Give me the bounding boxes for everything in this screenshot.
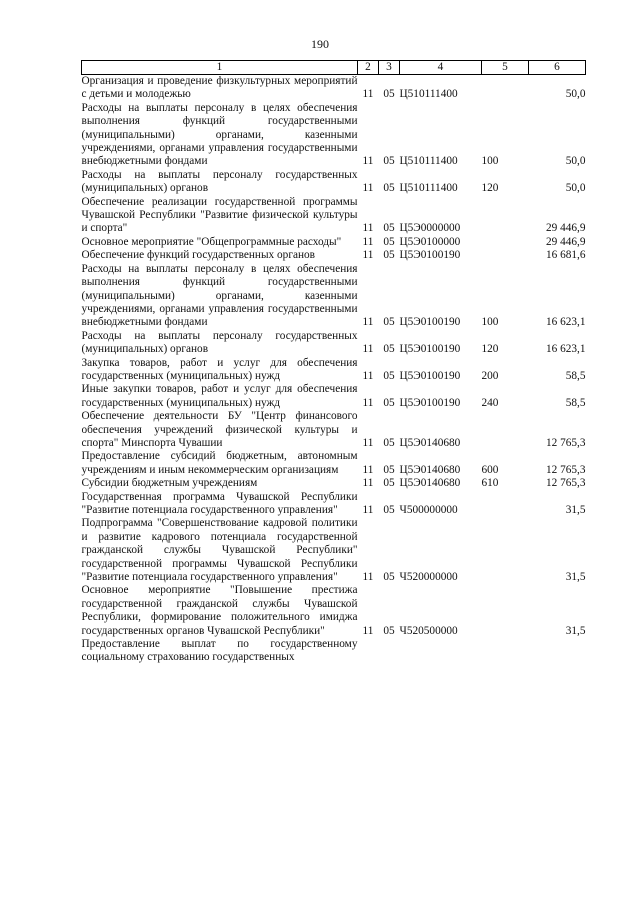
expense-type-cell: 120 (481, 343, 499, 356)
target-article-cell: Ц510111400 (399, 182, 458, 195)
section-cell: 11 (362, 182, 374, 195)
amount-cell: 29 446,9 (545, 222, 586, 235)
subsection-cell: 05 (383, 477, 395, 490)
table-row (82, 75, 586, 102)
table-row (82, 383, 586, 410)
amount-cell: 50,0 (565, 155, 586, 168)
description-cell: Обеспечение реализации государственной программы Чувашской Республики "Развитие физической культуры и спорта" (81, 195, 358, 235)
target-article-cell: Ц5Э0140680 (399, 477, 461, 490)
subsection-cell: 05 (383, 624, 395, 637)
expense-type-cell (482, 75, 529, 102)
section-cell: 11 (362, 504, 374, 516)
expense-type-cell (482, 584, 529, 638)
description-cell: Расходы на выплаты персоналу государственных (муниципальных) органов (81, 329, 358, 356)
section-cell: 11 (362, 436, 374, 449)
table-row (82, 263, 586, 330)
expense-type-cell: 100 (481, 316, 499, 329)
amount-cell: 50,0 (565, 182, 586, 195)
section-cell: 11 (362, 624, 374, 637)
table-row (82, 196, 586, 236)
table-row (82, 357, 586, 384)
subsection-cell: 05 (383, 436, 395, 449)
target-article-cell: Ц510111400 (399, 88, 458, 101)
target-article-cell: Ц5Э0100190 (399, 396, 461, 409)
description-cell: Подпрограмма "Совершенствование кадровой политики и развитие кадрового потенциала государственной гражданской службы Чувашской Республики" государственной программы Чувашской Республики "Развитие потенциала государственного управления" (81, 517, 358, 584)
subsection-cell: 05 (383, 504, 395, 516)
amount-cell: 12 765,3 (545, 436, 586, 449)
section-cell: 11 (362, 155, 374, 168)
description-cell: Субсидии бюджетным учреждениям (81, 477, 258, 490)
column-header-4: 4 (400, 61, 482, 75)
amount-cell: 31,5 (565, 571, 586, 584)
expense-type-cell: 100 (481, 155, 499, 168)
table-row (82, 638, 586, 665)
page-number: 190 (311, 37, 329, 51)
expense-type-cell (482, 517, 529, 584)
table-header-row (82, 61, 586, 75)
description-cell: Расходы на выплаты персоналу государственных (муниципальных) органов (81, 168, 358, 195)
table-row (82, 102, 586, 169)
description-cell: Основное мероприятие "Общепрограммные расходы" (81, 235, 342, 248)
target-article-cell: Ц5Э0000000 (399, 222, 461, 235)
amount-cell: 58,5 (565, 396, 586, 409)
target-article-cell: Ц5Э0100190 (399, 316, 461, 329)
description-cell: Государственная программа Чувашской Республики "Развитие потенциала государственного управления" (81, 490, 358, 516)
subsection-cell: 05 (383, 222, 395, 235)
amount-cell: 50,0 (565, 88, 586, 101)
subsection-cell: 05 (383, 571, 395, 584)
amount-cell: 16 623,1 (545, 316, 586, 329)
amount-cell: 31,5 (565, 504, 586, 516)
description-cell: Расходы на выплаты персоналу в целях обеспечения выполнения функций государственными (муниципальными) органами, казенными учреждениями, органами управления государственными внебюджетными фондами (81, 101, 358, 168)
section-cell: 11 (362, 369, 374, 382)
target-article-cell: Ц5Э0140680 (399, 463, 461, 476)
table-row (82, 584, 586, 638)
expense-type-cell: 610 (481, 477, 499, 490)
table-row (82, 249, 586, 262)
section-cell: 11 (362, 88, 374, 101)
table-row (82, 491, 586, 518)
table-row (82, 477, 586, 490)
expense-type-cell (482, 638, 529, 665)
target-article-cell: Ц5Э0100190 (399, 249, 461, 262)
subsection-cell: 05 (383, 249, 395, 262)
section-cell: 11 (362, 235, 374, 248)
amount-cell: 16 681,6 (545, 249, 586, 262)
amount-cell: 29 446,9 (545, 235, 586, 248)
description-cell: Предоставление выплат по государственному социальному страхованию государственных (81, 638, 358, 664)
budget-table (81, 60, 586, 665)
table-row (82, 517, 586, 584)
section-cell: 11 (362, 343, 374, 356)
target-article-cell (400, 638, 482, 665)
expense-type-cell (482, 249, 529, 262)
amount-cell: 58,5 (565, 369, 586, 382)
table-row (82, 450, 586, 477)
description-cell: Обеспечение деятельности БУ "Центр финансового обеспечения учреждений физической культуры и спорта" Минспорта Чувашии (81, 410, 358, 449)
amount-cell: 16 623,1 (545, 343, 586, 356)
description-cell: Расходы на выплаты персоналу в целях обеспечения выполнения функций государственными (муниципальными) органами, казенными учреждениями, органами управления государственными внебюджетными фондами (81, 262, 358, 329)
subsection-cell: 05 (383, 316, 395, 329)
amount-cell: 12 765,3 (545, 477, 586, 490)
column-header-2: 2 (358, 61, 379, 75)
table-row (82, 410, 586, 450)
description-cell: Обеспечение функций государственных органов (81, 249, 316, 262)
amount-cell (529, 638, 586, 665)
section-cell: 11 (362, 316, 374, 329)
subsection-cell: 05 (383, 396, 395, 409)
subsection-cell: 05 (383, 155, 395, 168)
target-article-cell: Ц5Э0100000 (399, 235, 461, 248)
column-header-6: 6 (529, 61, 586, 75)
expense-type-cell: 120 (481, 182, 499, 195)
section-cell: 11 (362, 396, 374, 409)
expense-type-cell (482, 196, 529, 236)
column-header-5: 5 (482, 61, 529, 75)
table-row (82, 169, 586, 196)
column-header-1: 1 (82, 61, 358, 75)
table-row (82, 236, 586, 249)
subsection-cell: 05 (383, 463, 395, 476)
expense-type-cell (482, 236, 529, 249)
section-cell: 11 (362, 463, 374, 476)
expense-type-cell: 240 (481, 396, 499, 409)
description-cell: Основное мероприятие "Повышение престижа государственной гражданской службы Чувашской Республики, формирование положительного имиджа государственных органов Чувашской Республики" (81, 584, 358, 637)
target-article-cell: Ц5Э0100190 (399, 343, 461, 356)
section-cell: 11 (362, 571, 374, 584)
section-cell: 11 (362, 477, 374, 490)
description-cell: Закупка товаров, работ и услуг для обеспечения государственных (муниципальных) нужд (81, 356, 358, 382)
expense-type-cell (482, 491, 529, 518)
description-cell: Иные закупки товаров, работ и услуг для обеспечения государственных (муниципальных) нужд (81, 383, 358, 409)
subsection-cell: 05 (383, 369, 395, 382)
target-article-cell: Ц510111400 (399, 155, 458, 168)
subsection-cell: 05 (383, 343, 395, 356)
target-article-cell: Ч520500000 (399, 624, 458, 637)
target-article-cell: Ч500000000 (399, 504, 458, 516)
subsection-cell: 05 (383, 88, 395, 101)
section-cell: 11 (362, 249, 374, 262)
subsection-cell: 05 (383, 235, 395, 248)
description-cell: Предоставление субсидий бюджетным, автономным учреждениям и иным некоммерческим организациям (81, 450, 358, 476)
subsection-cell: 05 (383, 182, 395, 195)
section-cell (358, 638, 379, 665)
expense-type-cell: 200 (481, 369, 499, 382)
subsection-cell (379, 638, 400, 665)
target-article-cell: Ч520000000 (399, 571, 458, 584)
table-row (82, 330, 586, 357)
description-cell: Организация и проведение физкультурных мероприятий с детьми и молодежью (81, 75, 358, 101)
amount-cell: 31,5 (565, 624, 586, 637)
table-body (82, 75, 586, 665)
column-header-3: 3 (379, 61, 400, 75)
section-cell: 11 (362, 222, 374, 235)
target-article-cell: Ц5Э0100190 (399, 369, 461, 382)
expense-type-cell (482, 410, 529, 450)
amount-cell: 12 765,3 (545, 463, 586, 476)
expense-type-cell: 600 (481, 463, 499, 476)
target-article-cell: Ц5Э0140680 (399, 436, 461, 449)
